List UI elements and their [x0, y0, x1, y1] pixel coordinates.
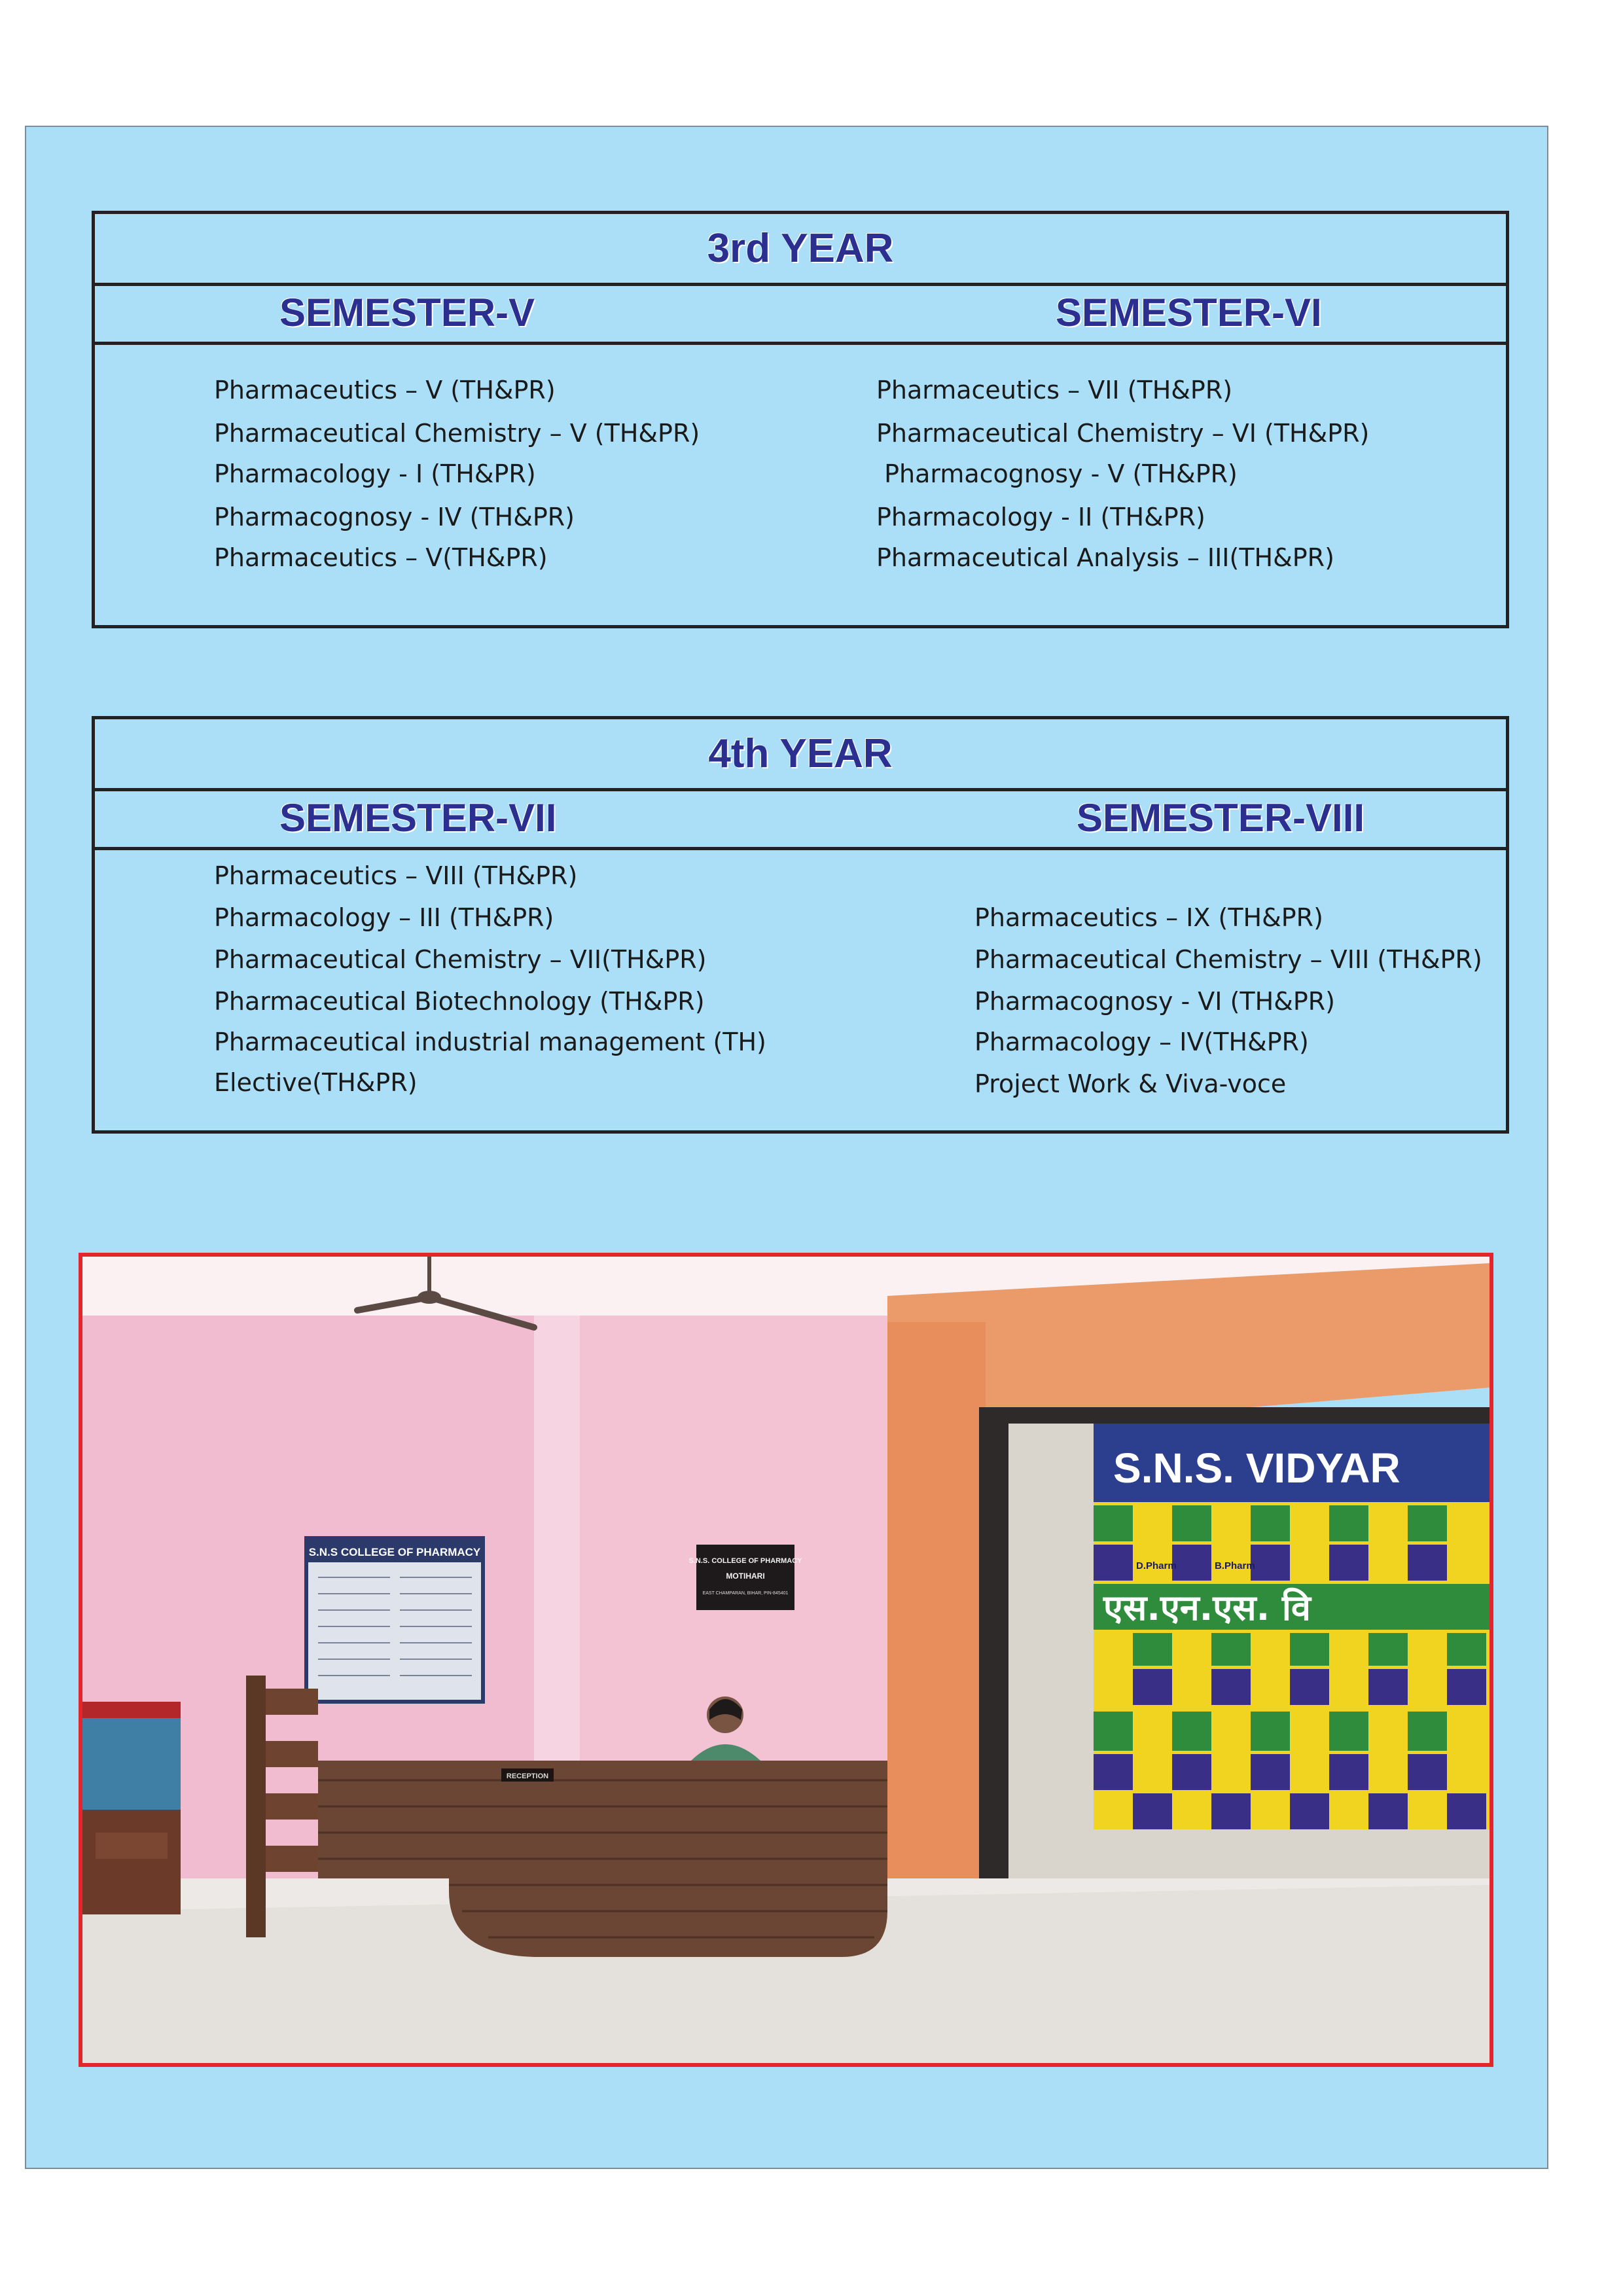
- svg-text:S.N.S. COLLEGE OF PHARMACY: S.N.S. COLLEGE OF PHARMACY: [688, 1557, 802, 1565]
- wall-hindi-sign: एस.एन.एस. वि: [1103, 1587, 1311, 1628]
- wall-sign: S.N.S. VIDYAR: [1113, 1444, 1400, 1492]
- subject-item: Pharmacognosy - VI (TH&PR): [974, 987, 1335, 1016]
- subject-item: Pharmacognosy - V (TH&PR): [876, 459, 1238, 488]
- subject-item: Project Work & Viva-voce: [974, 1069, 1287, 1098]
- subject-item: Pharmaceutics – V(TH&PR): [214, 543, 548, 572]
- college-plaque: [689, 1545, 803, 1610]
- subject-item: Pharmacology – III (TH&PR): [214, 903, 554, 932]
- year4-table: [92, 716, 1509, 1134]
- subject-item: Pharmacology - I (TH&PR): [214, 459, 536, 488]
- semester-v-heading: SEMESTER-V: [279, 291, 535, 334]
- year3-semester-row: [95, 286, 1506, 345]
- subject-item: Pharmaceutical Chemistry – VII(TH&PR): [214, 945, 707, 974]
- semester-viii-heading: SEMESTER-VIII: [1077, 796, 1365, 840]
- notice-board-title: S.N.S COLLEGE OF PHARMACY: [308, 1546, 481, 1558]
- subject-item: Pharmaceutical Analysis – III(TH&PR): [876, 543, 1334, 572]
- year4-title: 4th YEAR: [95, 719, 1506, 791]
- subject-item: Pharmaceutical Chemistry – VIII (TH&PR): [974, 945, 1482, 974]
- subject-item: Pharmaceutics – VII (TH&PR): [876, 376, 1233, 404]
- subject-item: Pharmacology - II (TH&PR): [876, 503, 1205, 531]
- year3-title: 3rd YEAR: [95, 214, 1506, 286]
- reception-label: RECEPTION: [506, 1772, 549, 1780]
- subject-item: Elective(TH&PR): [214, 1068, 418, 1097]
- subject-item: Pharmaceutical Biotechnology (TH&PR): [214, 987, 705, 1016]
- reception-photo: [79, 1253, 1493, 2067]
- page-panel: [25, 126, 1548, 2169]
- subject-item: Pharmacognosy - IV (TH&PR): [214, 503, 575, 531]
- backdrop-banner: [1094, 1424, 1489, 1829]
- svg-text:EAST CHAMPARAN, BIHAR, PIN-845: EAST CHAMPARAN, BIHAR, PIN-845401: [702, 1591, 789, 1596]
- subject-item: Pharmaceutical industrial management (TH): [214, 1028, 766, 1056]
- year4-semester-row: [95, 791, 1506, 850]
- svg-text:B.Pharm: B.Pharm: [1215, 1560, 1255, 1571]
- svg-text:MOTIHARI: MOTIHARI: [726, 1571, 765, 1581]
- subject-item: Pharmaceutics – VIII (TH&PR): [214, 861, 578, 890]
- notice-board: [306, 1538, 483, 1702]
- subject-item: Pharmaceutical Chemistry – VI (TH&PR): [876, 419, 1370, 448]
- semester-vi-heading: SEMESTER-VI: [1056, 291, 1322, 334]
- subject-item: Pharmaceutics – IX (TH&PR): [974, 903, 1323, 932]
- subject-item: Pharmacology – IV(TH&PR): [974, 1028, 1309, 1056]
- year3-table: [92, 211, 1509, 628]
- svg-text:D.Pharm: D.Pharm: [1136, 1560, 1177, 1571]
- semester-vii-heading: SEMESTER-VII: [279, 796, 557, 840]
- subject-item: Pharmaceutical Chemistry – V (TH&PR): [214, 419, 700, 448]
- aquarium-cabinet: [82, 1702, 181, 1914]
- subject-item: Pharmaceutics – V (TH&PR): [214, 376, 556, 404]
